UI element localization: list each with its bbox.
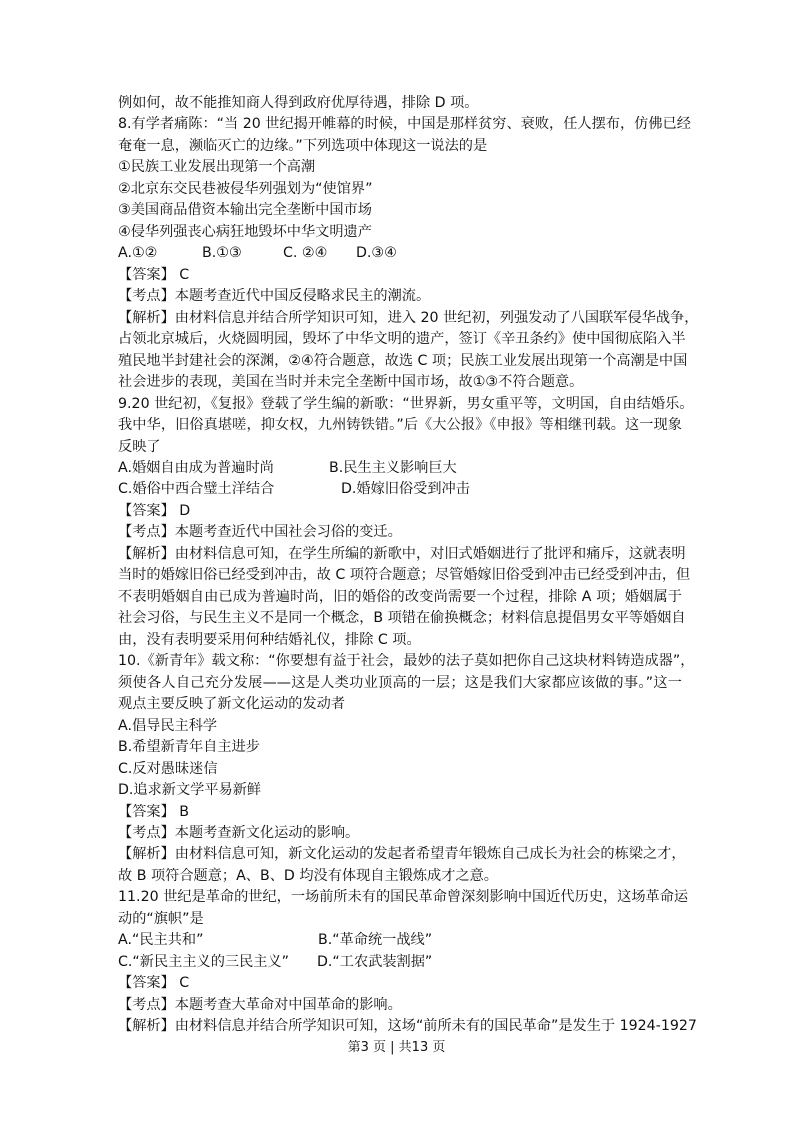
text-line: 社会习俗，与民生主义不是同一个概念，B 项错在偷换概念；材料信息提倡男女平等婚姻自 (118, 610, 686, 627)
text-line: 反映了 (118, 438, 161, 455)
option: D.婚嫁旧俗受到冲击 (341, 481, 470, 498)
text-line: 9.20 世纪初，《复报》登载了学生编的新歌：“世界新，男女重平等，文明国，自由结婚乐。 (118, 395, 694, 412)
text-line: 11.20 世纪是革命的世纪，一场前所未有的国民革命曾深刻影响中国近代历史，这场革命运 (118, 889, 689, 906)
text-line: 【考点】本题考查近代中国反侵略求民主的潮流。 (118, 288, 431, 305)
option: C. ②④ (283, 245, 328, 262)
option: B.“革命统一战线” (318, 932, 433, 949)
text-line: ②北京东交民巷被侵华列强划为“使馆界” (118, 180, 373, 197)
text-line: 奄奄一息，濒临灭亡的边缘。”下列选项中体现这一说法的是 (118, 137, 488, 154)
text-line: ③美国商品借资本输出完全垄断中国市场 (118, 202, 372, 219)
text-line: 【解析】由材料信息并结合所学知识可知，进入 20 世纪初，列强发动了八国联军侵华战争， (118, 309, 699, 326)
text-line: D.追求新文学平易新鲜 (118, 782, 262, 799)
text-line: C.反对愚昧迷信 (118, 760, 218, 777)
text-line: 故 B 项符合题意；A、B、D 均没有体现自主锻炼成才之意。 (118, 867, 498, 884)
text-line: 【答案】 B (118, 803, 189, 820)
text-line: 【解析】由材料信息并结合所学知识可知，这场“前所未有的国民革命”是发生于 1924-1927 (118, 1018, 697, 1035)
text-line: 8.有学者痛陈：“当 20 世纪揭开帷幕的时候，中国是那样贫穷、衰败，任人摆布，仿佛已经 (118, 116, 691, 133)
text-line: 殖民地半封建社会的深渊，②④符合题意，故选 C 项；民族工业发展出现第一个高潮是中国 (118, 352, 688, 369)
text-line: 我中华，旧俗真堪嗟，抑女权，九州铸铁错。”后《大公报》《申报》等相继刊载。这一现象 (118, 417, 682, 434)
text-line: 【考点】本题考查近代中国社会习俗的变迁。 (118, 524, 402, 541)
text-line: 须使各人自己充分发展——这是人类功业顶高的一层；这是我们大家都应该做的事。”这一 (118, 674, 682, 691)
option: A.“民主共和” (118, 932, 204, 949)
text-line: 当时的婚嫁旧俗已经受到冲击，故 C 项符合题意；尽管婚嫁旧俗受到冲击已经受到冲击，但 (118, 567, 691, 584)
text-line: 社会进步的表现，美国在当时并未完全垄断中国市场，故①③不符合题意。 (118, 374, 584, 391)
answer-options (118, 458, 682, 479)
page-footer: 第3 页 | 共13 页 (347, 1040, 446, 1055)
option: B.①③ (202, 245, 242, 262)
text-line: 由，没有表明要采用何种结婚礼仪，排除 C 项。 (118, 631, 421, 648)
text-line: 10.《新青年》载文称：“你要想有益于社会，最妙的法子莫如把你自己这块材料铸造成器”， (118, 653, 695, 670)
text-line: A.倡导民主科学 (118, 717, 218, 734)
option: A.婚姻自由成为普遍时尚 (118, 459, 274, 476)
text-line: 占领北京城后，火烧圆明园，毁坏了中华文明的遗产，签订《辛丑条约》使中国彻底陷入半 (118, 331, 686, 348)
option: C.“新民主主义的三民主义” (118, 953, 289, 970)
text-line: 【答案】 C (118, 266, 190, 283)
text-line: 观点主要反映了新文化运动的发动者 (118, 696, 346, 713)
text-line: ④侵华列强丧心病狂地毁坏中华文明遗产 (118, 223, 372, 240)
answer-options (118, 952, 682, 973)
text-line: 【答案】 C (118, 975, 190, 992)
text-line: 【考点】本题考查大革命对中国革命的影响。 (118, 996, 402, 1013)
text-line: 【解析】由材料信息可知，在学生所编的新歌中，对旧式婚姻进行了批评和痛斥，这就表明 (118, 545, 686, 562)
text-line: 【解析】由材料信息可知，新文化运动的发起者希望青年锻炼自己成长为社会的栋梁之才， (118, 846, 686, 863)
text-line: ①民族工业发展出现第一个高潮 (118, 159, 316, 176)
text-line: 【答案】 D (118, 502, 191, 519)
answer-options (118, 930, 682, 951)
option: D.③④ (356, 245, 397, 262)
text-line: B.希望新青年自主进步 (118, 739, 260, 756)
answer-options (118, 243, 682, 264)
option: B.民生主义影响巨大 (329, 459, 457, 476)
option: A.①② (118, 245, 158, 262)
text-line: 【考点】本题考查新文化运动的影响。 (118, 824, 360, 841)
answer-options (118, 479, 682, 500)
text-line: 不表明婚姻自由已成为普遍时尚，旧的婚俗的改变尚需要一个过程，排除 A 项；婚姻属于 (118, 588, 682, 605)
option: C.婚俗中西合璧土洋结合 (118, 481, 275, 498)
text-line: 动的“旗帜”是 (118, 910, 204, 927)
text-line: 例如何，故不能推知商人得到政府优厚待遇，排除 D 项。 (118, 95, 479, 111)
option: D.“工农武装割据” (317, 953, 433, 970)
